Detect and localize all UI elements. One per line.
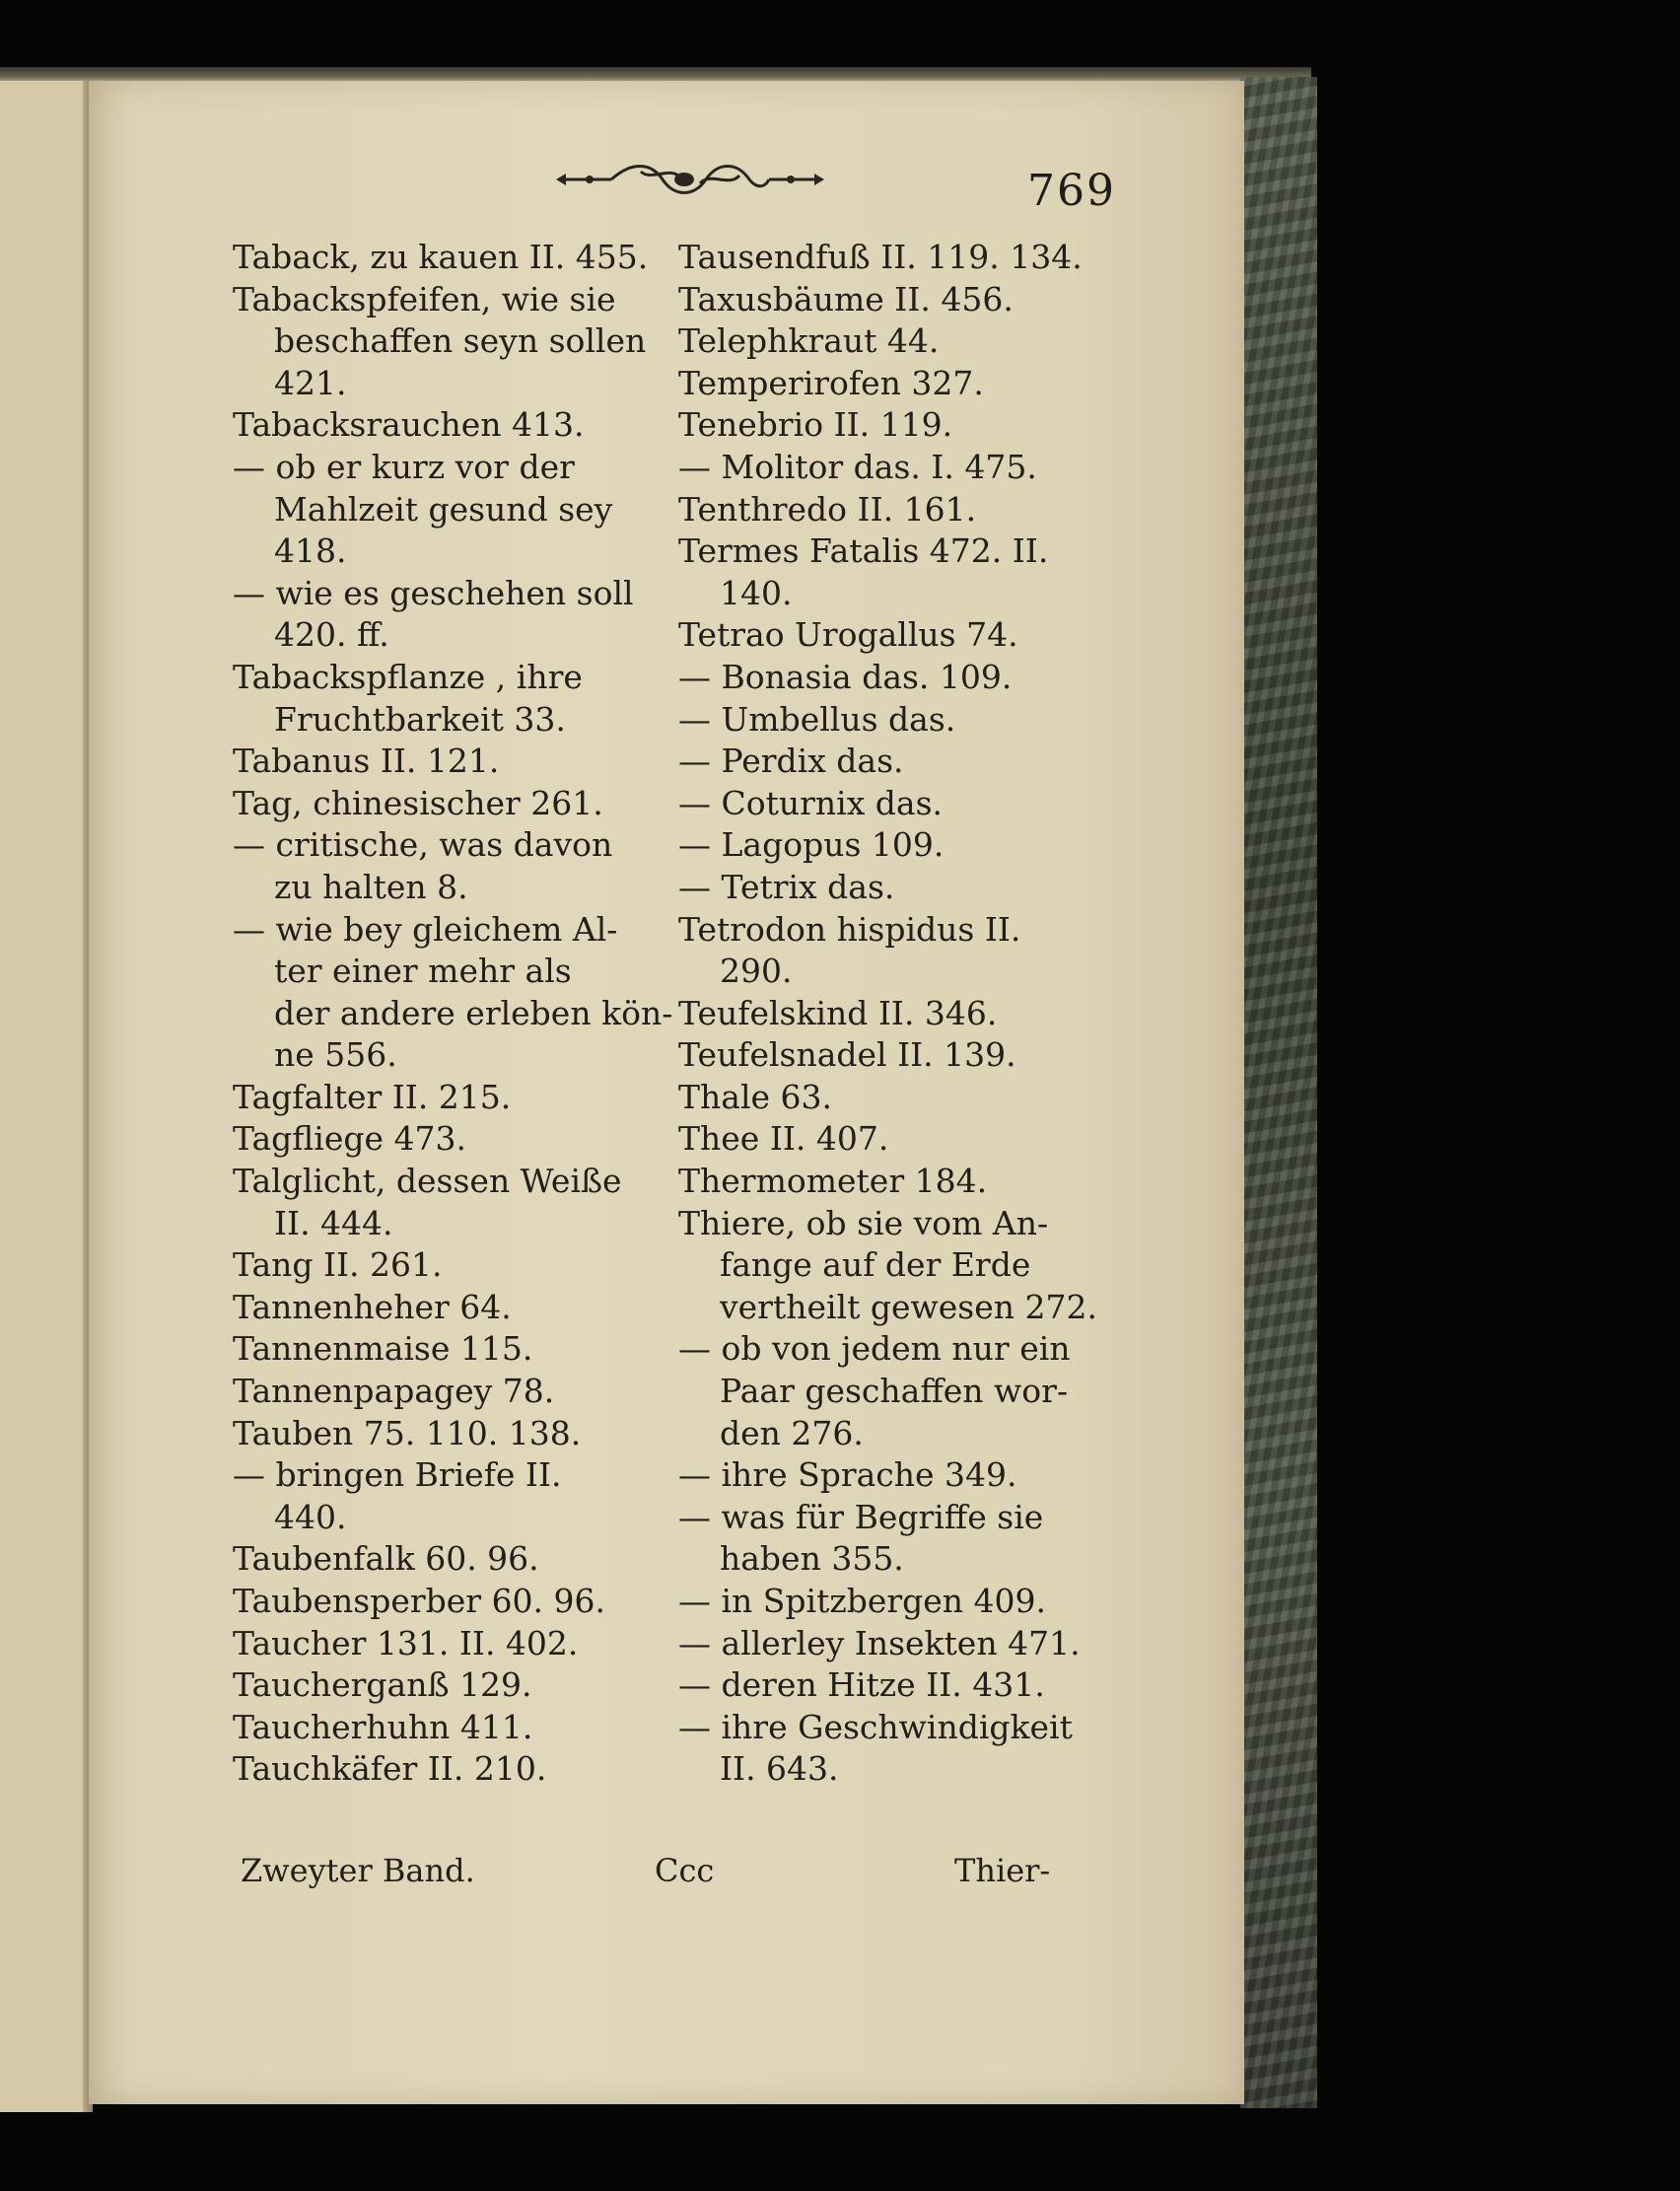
header-ornament <box>552 158 828 201</box>
index-entry-continuation: 290. <box>720 952 793 991</box>
index-entry: — ihre Geschwindigkeit <box>678 1707 1073 1746</box>
index-entry-continuation: Fruchtbarkeit 33. <box>274 699 566 739</box>
index-entry: Taxusbäume II. 456. <box>678 279 1014 318</box>
index-entry: — in Spitzbergen 409. <box>678 1582 1047 1620</box>
index-entry: Tannenpapagey 78. <box>233 1372 555 1411</box>
index-entry: Thale 63. <box>678 1077 832 1116</box>
index-column-right <box>678 237 1112 1791</box>
index-entry: Thiere, ob sie vom An- <box>678 1203 1049 1242</box>
index-entry: — Lagopus 109. <box>678 825 945 865</box>
signature-line: Zweyter Band. <box>241 1852 475 1889</box>
index-entry: Tabanus II. 121. <box>233 742 500 781</box>
index-entry-continuation: der andere erleben kön- <box>274 993 673 1032</box>
index-entry-continuation: zu halten 8. <box>274 867 468 906</box>
index-entry: Tag, chinesischer 261. <box>233 783 603 822</box>
index-entry-continuation: 420. ff. <box>274 615 389 655</box>
index-entry: Tannenheher 64. <box>233 1287 512 1326</box>
binding-top-edge <box>0 67 1311 81</box>
index-entry: — Perdix das. <box>678 742 904 781</box>
index-entry: Thee II. 407. <box>678 1119 889 1159</box>
index-entry: Tabacksrauchen 413. <box>233 405 585 445</box>
index-entry: Tetrao Urogallus 74. <box>678 615 1018 655</box>
index-entry: Tauchkäfer II. 210. <box>233 1749 547 1789</box>
index-entry: Tang II. 261. <box>233 1245 443 1285</box>
index-entry-continuation: haben 355. <box>720 1539 904 1579</box>
catchword: Thier- <box>954 1852 1051 1889</box>
index-entry-continuation: II. 444. <box>274 1203 393 1242</box>
index-entry: Taback, zu kauen II. 455. <box>233 238 649 276</box>
index-entry-continuation: fange auf der Erde <box>720 1245 1031 1285</box>
index-entry-continuation: 418. <box>274 531 347 571</box>
page-number: 769 <box>1027 166 1116 216</box>
index-entry-continuation: 421. <box>274 363 347 402</box>
index-entry: Tabackspflanze , ihre <box>233 657 583 696</box>
index-entry: Thermometer 184. <box>678 1162 988 1201</box>
index-entry-continuation: den 276. <box>720 1413 864 1452</box>
index-entry: — critische, was davon <box>233 825 613 865</box>
index-entry-continuation: 140. <box>720 573 793 612</box>
index-entry: Tagfalter II. 215. <box>233 1077 512 1116</box>
index-entry: Temperirofen 327. <box>678 363 984 402</box>
index-entry: — ob von jedem nur ein <box>678 1329 1071 1369</box>
index-entry: — Tetrix das. <box>678 867 895 906</box>
left-cover-board <box>0 71 91 2112</box>
index-entry: — Bonasia das. 109. <box>678 657 1013 696</box>
index-entry: Tausendfuß II. 119. 134. <box>678 238 1083 276</box>
signature-mark: Ccc <box>655 1852 715 1889</box>
index-entry: Taucherhuhn 411. <box>233 1707 533 1746</box>
index-entry: — deren Hitze II. 431. <box>678 1665 1045 1705</box>
index-entry: — wie bey gleichem Al- <box>233 909 618 949</box>
index-entry-continuation: vertheilt gewesen 272. <box>720 1287 1097 1326</box>
index-entry: Tannenmaise 115. <box>233 1329 533 1369</box>
index-entry-continuation: Paar geschaffen wor- <box>720 1372 1069 1411</box>
index-entry: Tauben 75. 110. 138. <box>233 1413 582 1452</box>
index-entry-continuation: ne 556. <box>274 1035 397 1075</box>
index-entry: Tenebrio II. 119. <box>678 405 953 445</box>
index-entry: — Umbellus das. <box>678 699 956 739</box>
index-entry: Tetrodon hispidus II. <box>678 909 1021 949</box>
index-entry: — was für Begriffe sie <box>678 1497 1044 1536</box>
index-entry: Tabackspfeifen, wie sie <box>233 279 616 318</box>
index-entry: Tenthredo II. 161. <box>678 489 977 529</box>
index-entry-continuation: ter einer mehr als <box>274 952 572 991</box>
index-entry: Taubenfalk 60. 96. <box>233 1539 539 1579</box>
index-entry: Teufelsnadel II. 139. <box>678 1035 1016 1075</box>
index-entry: — Coturnix das. <box>678 783 944 822</box>
index-entry: Teufelskind II. 346. <box>678 993 998 1032</box>
index-entry-continuation: II. 643. <box>720 1749 839 1789</box>
index-entry: Telephkraut 44. <box>678 321 940 361</box>
index-entry: — wie es geschehen soll <box>233 573 634 612</box>
index-entry: — Molitor das. I. 475. <box>678 447 1037 486</box>
index-entry: Talglicht, dessen Weiße <box>233 1162 622 1201</box>
index-entry: Termes Fatalis 472. II. <box>678 531 1049 571</box>
index-entry-continuation: beschaffen seyn sollen <box>274 321 647 361</box>
index-entry: — ihre Sprache 349. <box>678 1455 1017 1495</box>
index-entry: — allerley Insekten 471. <box>678 1623 1081 1662</box>
index-column-left <box>233 237 673 1791</box>
index-entry-continuation: Mahlzeit gesund sey <box>274 489 613 529</box>
marbled-fore-edge <box>1240 77 1317 2108</box>
index-entry: Taubensperber 60. 96. <box>233 1582 606 1620</box>
index-entry: — bringen Briefe II. <box>233 1455 562 1495</box>
index-entry: Taucher 131. II. 402. <box>233 1623 579 1662</box>
index-entry: Taucherganß 129. <box>233 1665 532 1705</box>
index-entry-continuation: 440. <box>274 1497 347 1536</box>
index-entry: — ob er kurz vor der <box>233 447 575 486</box>
index-entry: Tagfliege 473. <box>233 1119 466 1159</box>
